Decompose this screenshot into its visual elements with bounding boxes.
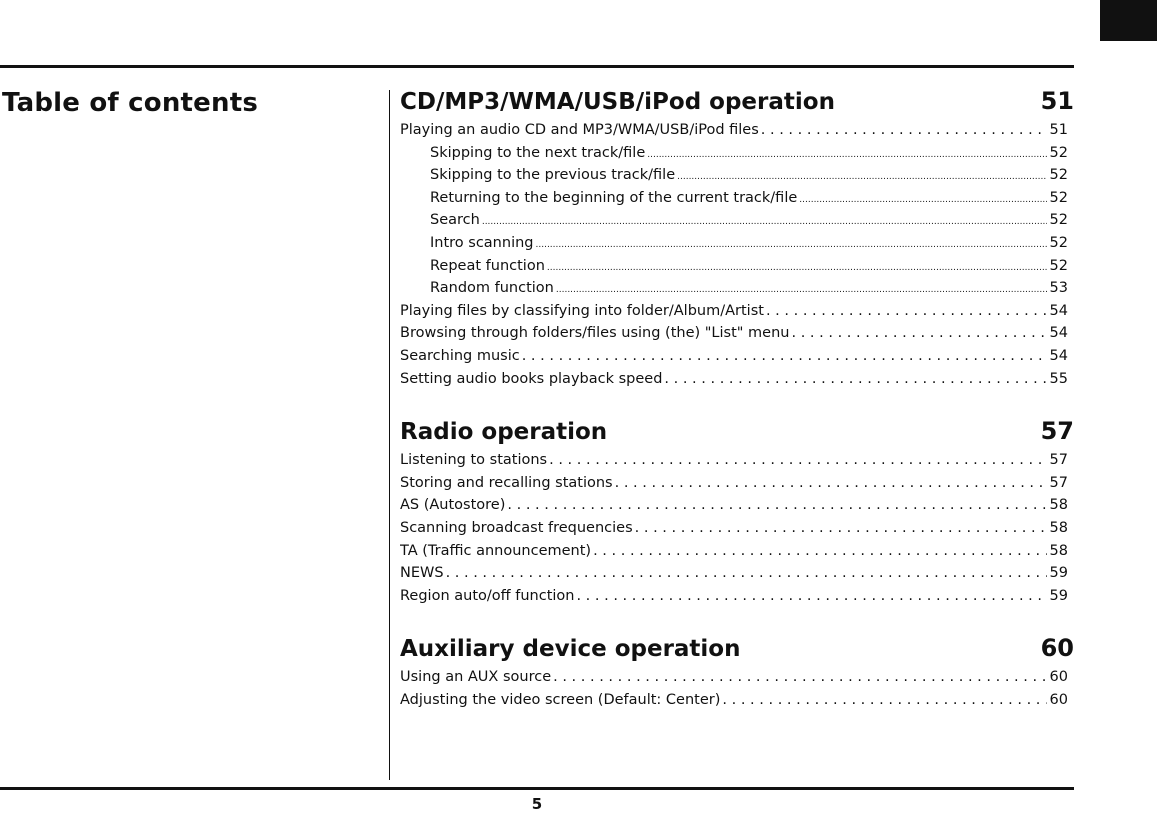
dot-leader <box>675 166 1046 187</box>
entry-label: Returning to the beginning of the current track/file <box>430 189 798 206</box>
section-page-number: 57 <box>1040 417 1074 446</box>
entry-page-number: 58 <box>1049 497 1068 514</box>
toc-subentry[interactable] <box>400 187 1074 210</box>
toc-entry[interactable] <box>400 449 1074 472</box>
entry-page-number: 52 <box>1049 234 1068 251</box>
section-title: Radio operation <box>400 419 608 446</box>
dot-leader <box>574 585 1046 608</box>
entry-page-number: 59 <box>1049 587 1068 604</box>
entry-label: Skipping to the next track/file <box>430 144 646 161</box>
toc-entry[interactable] <box>400 562 1074 585</box>
entry-label: NEWS <box>400 565 444 582</box>
entry-page-number: 52 <box>1049 212 1068 229</box>
toc-section <box>400 632 1074 711</box>
toc-list <box>400 85 1074 736</box>
dot-leader <box>545 257 1047 278</box>
dot-leader <box>444 562 1047 585</box>
entry-label: Playing files by classifying into folder/Album/Artist <box>400 302 764 319</box>
entry-page-number: 52 <box>1049 189 1068 206</box>
toc-entry[interactable] <box>400 540 1074 563</box>
entry-label: Search <box>430 212 480 229</box>
toc-subentry[interactable] <box>400 142 1074 165</box>
toc-subentry[interactable] <box>400 277 1074 300</box>
entry-label: AS (Autostore) <box>400 497 506 514</box>
toc-subentry[interactable] <box>400 255 1074 278</box>
toc-entry[interactable] <box>400 300 1074 323</box>
entry-label: Skipping to the previous track/file <box>430 167 676 184</box>
entry-page-number: 57 <box>1049 474 1068 491</box>
toc-subentry[interactable] <box>400 232 1074 255</box>
entry-label: Region auto/off function <box>400 587 575 604</box>
corner-tab-marker <box>1100 0 1157 41</box>
toc-subentry[interactable] <box>400 209 1074 232</box>
entry-label: Storing and recalling stations <box>400 474 613 491</box>
entry-label: Listening to stations <box>400 452 548 469</box>
entry-label: Random function <box>430 280 554 297</box>
page-title: Table of contents <box>2 88 259 118</box>
dot-leader <box>645 144 1046 165</box>
entry-label: Repeat function <box>430 257 545 274</box>
dot-leader <box>720 689 1046 712</box>
page-number: 5 <box>531 795 543 813</box>
entry-label: Searching music <box>400 347 520 364</box>
toc-section <box>400 415 1074 607</box>
entry-label: Browsing through folders/files using (the) "List" menu <box>400 325 790 342</box>
dot-leader <box>547 449 1046 472</box>
entry-page-number: 51 <box>1049 122 1068 138</box>
entry-label: Intro scanning <box>430 234 534 251</box>
dot-leader <box>551 666 1046 689</box>
dot-leader <box>633 517 1047 540</box>
entry-page-number: 57 <box>1049 452 1068 469</box>
dot-leader <box>591 540 1046 563</box>
entry-page-number: 55 <box>1049 370 1068 387</box>
section-page-number: 51 <box>1040 87 1074 115</box>
section-heading[interactable] <box>400 415 1074 447</box>
dot-leader <box>554 279 1047 300</box>
section-heading[interactable] <box>400 85 1074 117</box>
entry-page-number: 60 <box>1049 669 1068 686</box>
toc-entry[interactable] <box>400 345 1074 368</box>
entry-page-number: 52 <box>1049 144 1068 161</box>
entry-page-number: 53 <box>1049 280 1068 297</box>
dot-leader <box>797 189 1046 210</box>
toc-entry[interactable] <box>400 666 1074 689</box>
toc-entry[interactable] <box>400 494 1074 517</box>
toc-subentry[interactable] <box>400 164 1074 187</box>
dot-leader <box>662 368 1046 391</box>
dot-leader <box>789 322 1046 345</box>
entry-label: Scanning broadcast frequencies <box>400 519 633 536</box>
entry-page-number: 58 <box>1049 542 1068 559</box>
toc-entry[interactable] <box>400 368 1074 391</box>
section-title: Auxiliary device operation <box>400 636 741 663</box>
bottom-divider <box>0 787 1074 790</box>
dot-leader <box>520 345 1047 368</box>
entry-page-number: 54 <box>1049 325 1068 342</box>
entry-label: Using an AUX source <box>400 669 552 686</box>
toc-entry[interactable] <box>400 585 1074 608</box>
toc-entry[interactable] <box>400 322 1074 345</box>
dot-leader <box>764 300 1047 323</box>
entry-label: Setting audio books playback speed <box>400 370 663 387</box>
top-divider <box>0 65 1074 68</box>
dot-leader <box>480 211 1047 232</box>
entry-page-number: 54 <box>1049 302 1068 319</box>
toc-entry[interactable] <box>400 119 1074 142</box>
entry-page-number: 52 <box>1049 167 1068 184</box>
entry-page-number: 54 <box>1049 347 1068 364</box>
entry-page-number: 58 <box>1049 519 1068 536</box>
entry-label: TA (Traffic announcement) <box>400 542 592 559</box>
toc-entry[interactable] <box>400 689 1074 712</box>
dot-leader <box>534 234 1047 255</box>
toc-section <box>400 85 1074 390</box>
dot-leader <box>613 472 1047 495</box>
section-heading[interactable] <box>400 632 1074 664</box>
toc-entry[interactable] <box>400 517 1074 540</box>
entry-label: Adjusting the video screen (Default: Center) <box>400 691 721 708</box>
section-page-number: 60 <box>1040 634 1074 663</box>
section-title: CD/MP3/WMA/USB/iPod operation <box>400 89 835 115</box>
column-divider <box>389 90 390 780</box>
entry-page-number: 52 <box>1049 257 1068 274</box>
entry-label: Playing an audio CD and MP3/WMA/USB/iPod files <box>400 122 759 138</box>
dot-leader <box>759 119 1047 142</box>
dot-leader <box>505 494 1046 517</box>
entry-page-number: 60 <box>1049 691 1068 708</box>
entry-page-number: 59 <box>1049 565 1068 582</box>
toc-entry[interactable] <box>400 472 1074 495</box>
